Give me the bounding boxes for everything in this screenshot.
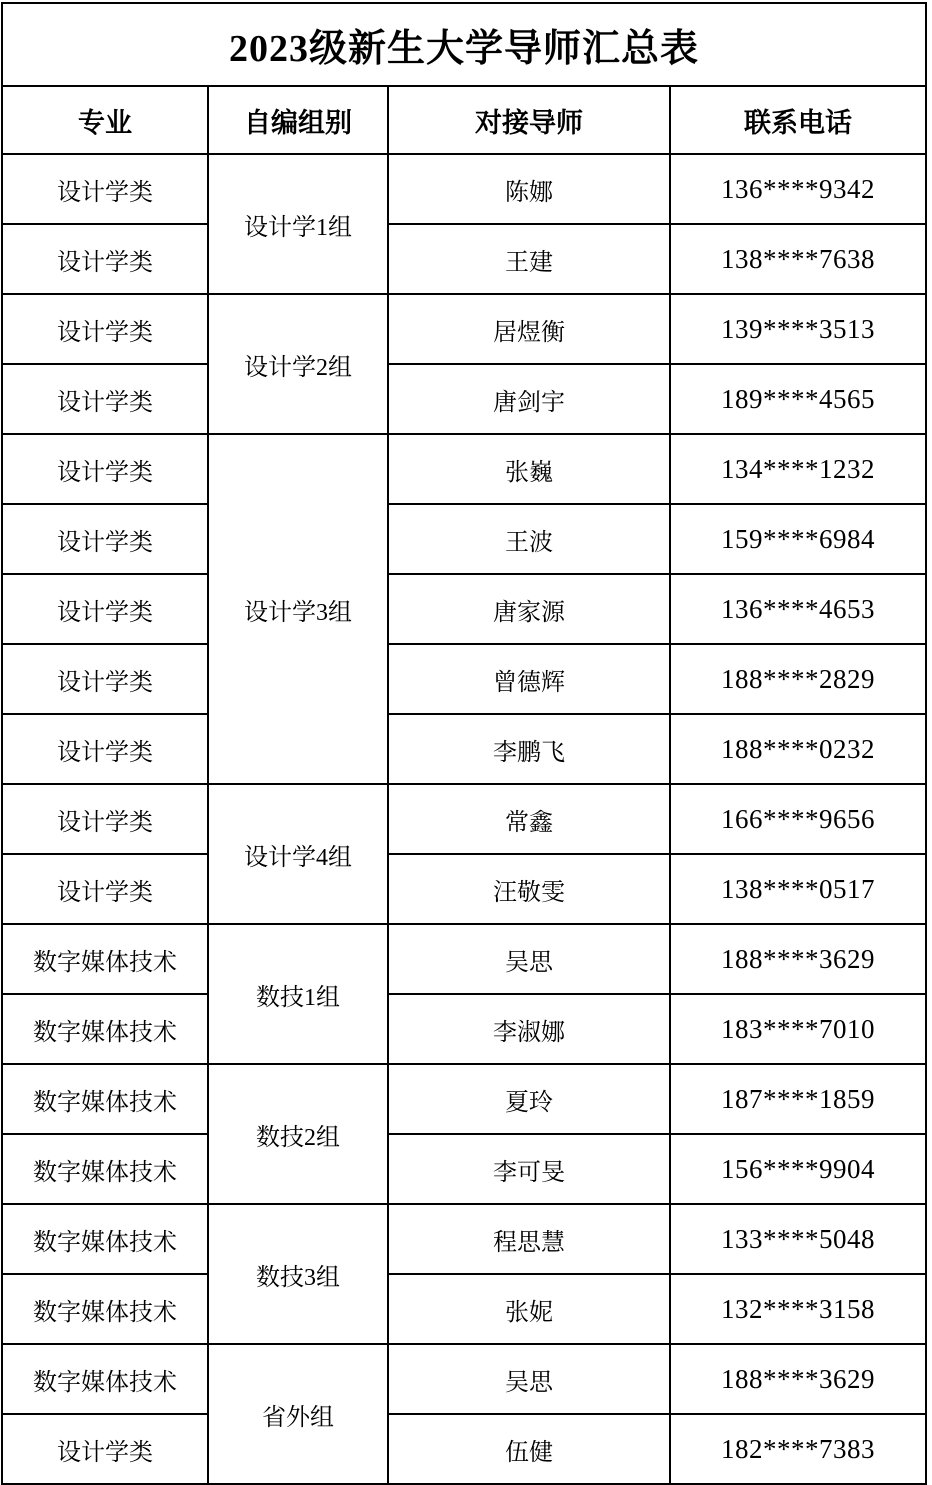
mentor-cell: 李淑娜 [388,994,670,1064]
table-row [2,644,926,714]
mentor-cell: 张妮 [388,1274,670,1344]
phone-cell: 138****7638 [670,224,926,294]
mentor-cell: 张巍 [388,434,670,504]
phone-cell: 136****4653 [670,574,926,644]
phone-cell: 159****6984 [670,504,926,574]
table-row [2,1414,926,1484]
table-row [2,1344,926,1414]
table-row [2,154,926,224]
major-cell: 设计学类 [2,714,208,784]
phone-cell: 134****1232 [670,434,926,504]
phone-cell: 188****0232 [670,714,926,784]
group-cell: 省外组 [208,1344,388,1484]
major-cell: 数字媒体技术 [2,1064,208,1134]
mentor-cell: 居煜衡 [388,294,670,364]
phone-cell: 133****5048 [670,1204,926,1274]
table-row [2,854,926,924]
group-cell: 设计学2组 [208,294,388,434]
phone-cell: 136****9342 [670,154,926,224]
major-cell: 数字媒体技术 [2,1134,208,1204]
group-cell: 设计学1组 [208,154,388,294]
major-cell: 设计学类 [2,644,208,714]
mentor-cell: 吴思 [388,924,670,994]
major-cell: 设计学类 [2,574,208,644]
column-header-phone: 联系电话 [670,86,926,154]
phone-cell: 138****0517 [670,854,926,924]
table-row [2,574,926,644]
column-header-major: 专业 [2,86,208,154]
major-cell: 数字媒体技术 [2,924,208,994]
phone-cell: 139****3513 [670,294,926,364]
mentor-cell: 唐家源 [388,574,670,644]
mentor-cell: 唐剑宇 [388,364,670,434]
phone-cell: 156****9904 [670,1134,926,1204]
major-cell: 设计学类 [2,854,208,924]
mentor-cell: 曾德辉 [388,644,670,714]
major-cell: 设计学类 [2,434,208,504]
column-header-mentor: 对接导师 [388,86,670,154]
table-row [2,1204,926,1274]
mentor-cell: 吴思 [388,1344,670,1414]
major-cell: 设计学类 [2,224,208,294]
table-row [2,924,926,994]
major-cell: 数字媒体技术 [2,1274,208,1344]
group-cell: 设计学3组 [208,434,388,784]
mentor-cell: 李鹏飞 [388,714,670,784]
major-cell: 数字媒体技术 [2,1344,208,1414]
table-row [2,224,926,294]
table-row [2,294,926,364]
mentor-summary-table [1,2,927,1485]
phone-cell: 188****3629 [670,1344,926,1414]
phone-cell: 189****4565 [670,364,926,434]
table-row [2,1274,926,1344]
major-cell: 数字媒体技术 [2,994,208,1064]
phone-cell: 183****7010 [670,994,926,1064]
table-row [2,714,926,784]
phone-cell: 166****9656 [670,784,926,854]
column-header-group: 自编组别 [208,86,388,154]
phone-cell: 188****3629 [670,924,926,994]
major-cell: 数字媒体技术 [2,1204,208,1274]
mentor-cell: 常鑫 [388,784,670,854]
mentor-cell: 王建 [388,224,670,294]
mentor-cell: 李可旻 [388,1134,670,1204]
mentor-cell: 伍健 [388,1414,670,1484]
mentor-cell: 程思慧 [388,1204,670,1274]
mentor-cell: 夏玲 [388,1064,670,1134]
mentor-cell: 陈娜 [388,154,670,224]
table-row [2,1064,926,1134]
table-row [2,1134,926,1204]
major-cell: 设计学类 [2,504,208,574]
phone-cell: 188****2829 [670,644,926,714]
phone-cell: 187****1859 [670,1064,926,1134]
group-cell: 设计学4组 [208,784,388,924]
group-cell: 数技2组 [208,1064,388,1204]
page-title: 2023级新生大学导师汇总表 [2,3,926,86]
table-row [2,994,926,1064]
group-cell: 数技1组 [208,924,388,1064]
table-row [2,504,926,574]
title-row [2,3,926,86]
table-row [2,784,926,854]
table-body [2,154,926,1484]
major-cell: 设计学类 [2,784,208,854]
major-cell: 设计学类 [2,294,208,364]
phone-cell: 182****7383 [670,1414,926,1484]
mentor-cell: 汪敬雯 [388,854,670,924]
mentor-cell: 王波 [388,504,670,574]
major-cell: 设计学类 [2,154,208,224]
major-cell: 设计学类 [2,1414,208,1484]
major-cell: 设计学类 [2,364,208,434]
phone-cell: 132****3158 [670,1274,926,1344]
table-row [2,364,926,434]
group-cell: 数技3组 [208,1204,388,1344]
header-row [2,86,926,154]
table-row [2,434,926,504]
